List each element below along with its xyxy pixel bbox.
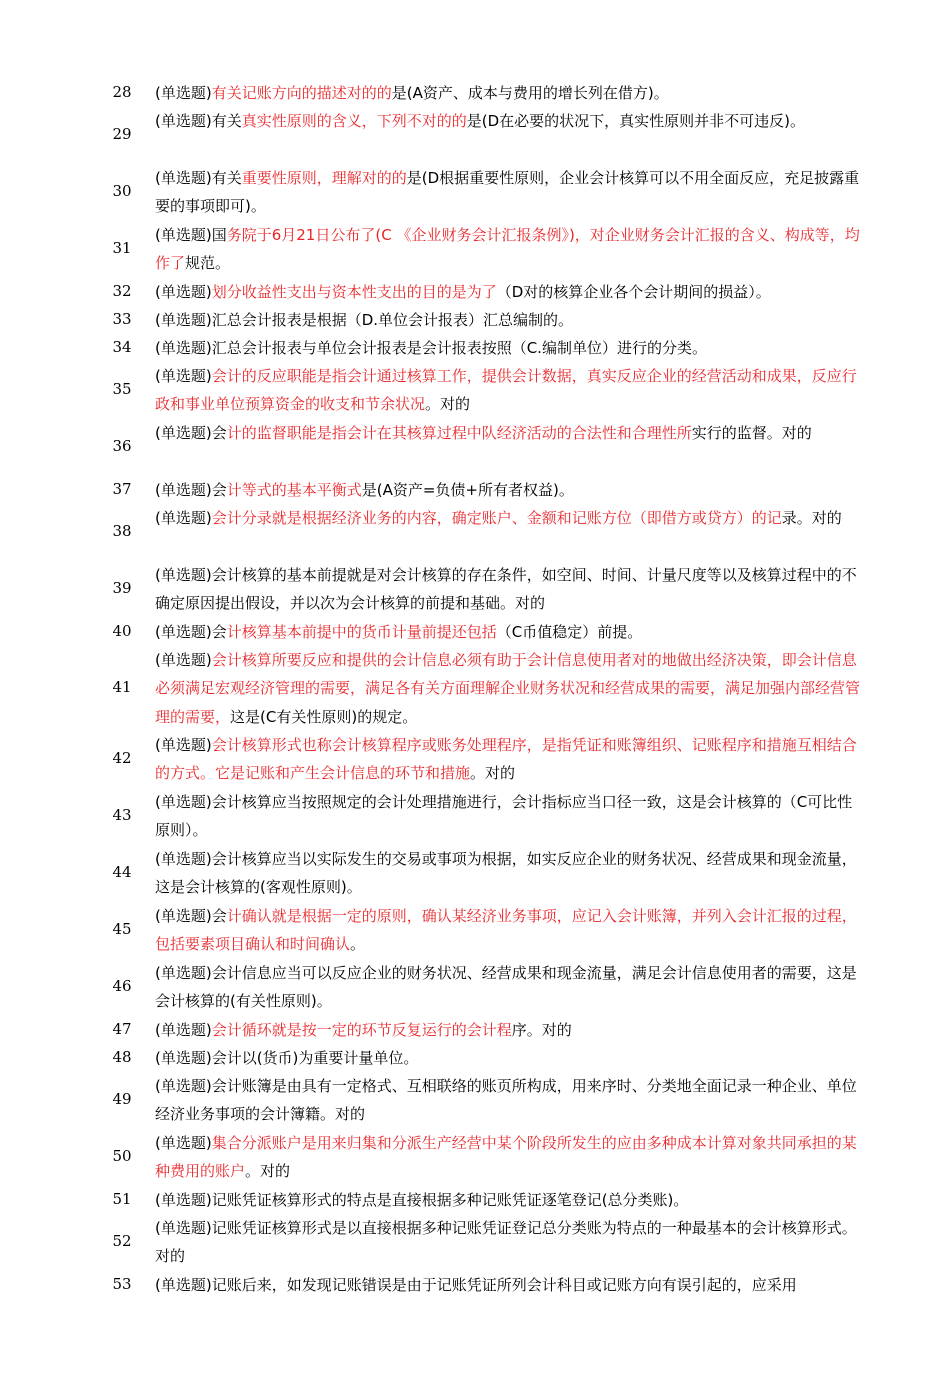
question-item <box>0 561 950 618</box>
plain-text: (单选题)会计以(货币)为重要计量单位。 <box>155 1049 419 1067</box>
highlighted-text: 重要性原则，理解对的的 <box>241 169 407 187</box>
plain-text: (单选题) <box>155 84 212 102</box>
question-text <box>155 504 867 532</box>
question-text <box>155 1016 867 1044</box>
question-text <box>155 362 867 419</box>
question-text <box>155 646 867 731</box>
question-item <box>0 1214 950 1271</box>
question-number: 32 <box>112 282 132 301</box>
question-text <box>155 278 867 306</box>
highlighted-text: 会计核算形式也称会计核算程序或账务处理程序，是指凭证和账簿组织、记账程序和措施互相结合的方式。它是记账和产生会计信息的环节和措施 <box>155 736 857 783</box>
question-number: 40 <box>112 622 132 641</box>
question-number: 50 <box>112 1147 132 1166</box>
question-text <box>155 1186 867 1214</box>
question-item <box>0 1271 950 1299</box>
question-item <box>0 504 950 561</box>
question-text <box>155 731 867 788</box>
question-number: 33 <box>112 310 132 329</box>
plain-text: 是(D根据重要性原则，企业会计核算可以不用全面反应，充足披露重要的事项即可)。 <box>155 169 860 216</box>
plain-text: (单选题) <box>155 509 212 527</box>
question-text <box>155 561 867 618</box>
question-number: 45 <box>112 920 132 939</box>
plain-text: 。对的 <box>425 395 471 414</box>
highlighted-text: 划分收益性支出与资本性支出的目的是为了 <box>211 283 497 301</box>
highlighted-text: 计等式的基本平衡式 <box>226 481 362 499</box>
question-number: 44 <box>112 863 132 882</box>
plain-text: (单选题)会计核算应当以实际发生的交易或事项为根据，如实反应企业的财务状况、经营成果和现金流量，这是会计核算的(客观性原则)。 <box>155 850 857 897</box>
plain-text: (单选题)会计核算的基本前提就是对会计核算的存在条件，如空间、时间、计量尺度等以及核算过程中的不确定原因提出假设，并以次为会计核算的前提和基础。对的 <box>155 566 857 613</box>
highlighted-text: 计的监督职能是指会计在其核算过程中队经济活动的合法性和合理性所 <box>226 424 692 442</box>
question-item <box>0 1072 950 1129</box>
question-item <box>0 731 950 788</box>
question-number: 39 <box>112 579 132 598</box>
question-number: 41 <box>112 678 132 697</box>
question-item <box>0 959 950 1016</box>
question-item <box>0 1044 950 1072</box>
plain-text: 是(A资产、成本与费用的增长列在借方)。 <box>391 84 669 102</box>
plain-text: （D对的核算企业各个会计期间的损益）。 <box>496 283 771 301</box>
plain-text: (单选题)记账凭证核算形式是以直接根据多种记账凭证登记总分类账为特点的一种最基本的会计核算形式。对的 <box>155 1219 857 1266</box>
question-item <box>0 788 950 845</box>
highlighted-text: 会计的反应职能是指会计通过核算工作，提供会计数据，真实反应企业的经营活动和成果，反应行政和事业单位预算资金的收支和节余状况 <box>155 367 857 414</box>
question-text <box>155 1072 867 1129</box>
plain-text: (单选题) <box>155 651 212 669</box>
plain-text: (单选题) <box>155 1021 212 1039</box>
question-text <box>155 79 867 107</box>
highlighted-text: 集合分派账户是用来归集和分派生产经营中某个阶段所发生的应由多种成本计算对象共同承担的某种费用的账户 <box>155 1134 857 1181</box>
question-text <box>155 419 867 447</box>
question-item <box>0 306 950 334</box>
plain-text: 这是(C有关性原则)的规定。 <box>230 707 418 726</box>
plain-text: (单选题)会计信息应当可以反应企业的财务状况、经营成果和现金流量，满足会计信息使用者的需要，这是会计核算的(有关性原则)。 <box>155 964 857 1011</box>
plain-text: (单选题)汇总会计报表与单位会计报表是会计报表按照（C.编制单位）进行的分类。 <box>155 339 707 357</box>
highlighted-text: 有关记账方向的描述对的的 <box>211 84 392 102</box>
plain-text: 实行的监督。对的 <box>691 424 812 442</box>
plain-text: (单选题)有关 <box>155 169 242 187</box>
question-number: 46 <box>112 977 132 996</box>
plain-text: 规范。 <box>185 254 231 273</box>
plain-text: (单选题) <box>155 1134 212 1152</box>
question-text <box>155 1044 867 1072</box>
question-text <box>155 306 867 334</box>
highlighted-text: 计确认就是根据一定的原则，确认某经济业务事项，应记入会计账簿，并列入会计汇报的过程，包括要素项目确认和时间确认 <box>155 907 857 954</box>
question-item <box>0 476 950 504</box>
highlighted-text: 会计分录就是根据经济业务的内容，确定账户、金额和记账方位（即借方或贷方）的记 <box>211 509 782 527</box>
question-number: 34 <box>112 338 132 357</box>
question-number: 36 <box>112 437 132 456</box>
plain-text: 序。对的 <box>511 1021 572 1039</box>
question-item <box>0 362 950 419</box>
question-item <box>0 845 950 902</box>
question-number: 52 <box>112 1232 132 1251</box>
plain-text: (单选题)会 <box>155 907 227 925</box>
plain-text: 。 <box>350 935 366 954</box>
question-text <box>155 618 867 646</box>
question-item <box>0 221 950 278</box>
plain-text: (单选题)会计账簿是由具有一定格式、互相联络的账页所构成，用来序时、分类地全面记录一种企业、单位经济业务事项的会计簿籍。对的 <box>155 1077 857 1124</box>
plain-text: 。对的 <box>245 1162 291 1181</box>
question-number: 51 <box>112 1190 132 1209</box>
question-text <box>155 902 867 959</box>
plain-text: 是(D在必要的状况下，真实性原则并非不可违反)。 <box>466 112 805 130</box>
plain-text: 。对的 <box>470 764 516 783</box>
question-number: 48 <box>112 1048 132 1067</box>
question-item <box>0 278 950 306</box>
plain-text: (单选题)会 <box>155 424 227 442</box>
plain-text: (单选题)国 <box>155 226 227 244</box>
plain-text: (单选题)会计核算应当按照规定的会计处理措施进行，会计指标应当口径一致，这是会计核算的（C可比性原则）。 <box>155 793 853 840</box>
question-item <box>0 79 950 107</box>
question-text <box>155 164 867 221</box>
question-item <box>0 646 950 731</box>
question-number: 53 <box>112 1275 132 1294</box>
question-item <box>0 618 950 646</box>
question-text <box>155 1214 867 1271</box>
plain-text: 是(A资产=负债+所有者权益)。 <box>361 481 574 499</box>
question-number: 31 <box>112 239 132 258</box>
question-text <box>155 1271 867 1299</box>
plain-text: (单选题)会 <box>155 623 227 641</box>
plain-text: (单选题)汇总会计报表是根据（D.单位会计报表）汇总编制的。 <box>155 311 574 329</box>
highlighted-text: 会计循环就是按一定的环节反复运行的会计程 <box>211 1021 512 1039</box>
plain-text: (单选题) <box>155 283 212 301</box>
question-text <box>155 476 867 504</box>
question-number: 28 <box>112 83 132 102</box>
plain-text: 录。对的 <box>781 509 842 527</box>
plain-text: （C币值稳定）前提。 <box>496 623 643 641</box>
question-text <box>155 221 867 278</box>
question-item <box>0 107 950 164</box>
plain-text: (单选题)有关 <box>155 112 242 130</box>
question-number: 30 <box>112 182 132 201</box>
highlighted-text: 会计核算所要反应和提供的会计信息必须有助于会计信息使用者对的地做出经济决策，即会计信息必须满足宏观经济管理的需要，满足各有关方面理解企业财务状况和经营成果的需要，满足加强内部经营管理的需要， <box>155 651 861 726</box>
plain-text: (单选题)会 <box>155 481 227 499</box>
plain-text: (单选题) <box>155 736 212 754</box>
question-text <box>155 845 867 902</box>
highlighted-text: 务院于6月21日公布了(C 《企业财务会计汇报条例》)，对企业财务会计汇报的含义、构成等，均作了 <box>155 226 860 273</box>
question-item <box>0 1186 950 1214</box>
plain-text: (单选题) <box>155 367 212 385</box>
question-number: 38 <box>112 522 132 541</box>
question-number: 35 <box>112 380 132 399</box>
question-number: 47 <box>112 1020 132 1039</box>
plain-text: (单选题)记账凭证核算形式的特点是直接根据多种记账凭证逐笔登记(总分类账)。 <box>155 1191 689 1209</box>
question-text <box>155 107 867 135</box>
question-item <box>0 334 950 362</box>
question-number: 43 <box>112 806 132 825</box>
question-number: 29 <box>112 125 132 144</box>
question-item <box>0 1129 950 1186</box>
question-text <box>155 788 867 845</box>
question-number: 42 <box>112 749 132 768</box>
question-item <box>0 419 950 476</box>
question-item <box>0 902 950 959</box>
question-text <box>155 334 867 362</box>
question-number: 49 <box>112 1090 132 1109</box>
question-item <box>0 164 950 221</box>
highlighted-text: 计核算基本前提中的货币计量前提还包括 <box>226 623 497 641</box>
question-item <box>0 1016 950 1044</box>
plain-text: (单选题)记账后来，如发现记账错误是由于记账凭证所列会计科目或记账方向有误引起的，应采用 <box>155 1276 797 1294</box>
highlighted-text: 真实性原则的含义，下列不对的的 <box>241 112 467 130</box>
question-number: 37 <box>112 480 132 499</box>
question-text <box>155 1129 867 1186</box>
question-text <box>155 959 867 1016</box>
